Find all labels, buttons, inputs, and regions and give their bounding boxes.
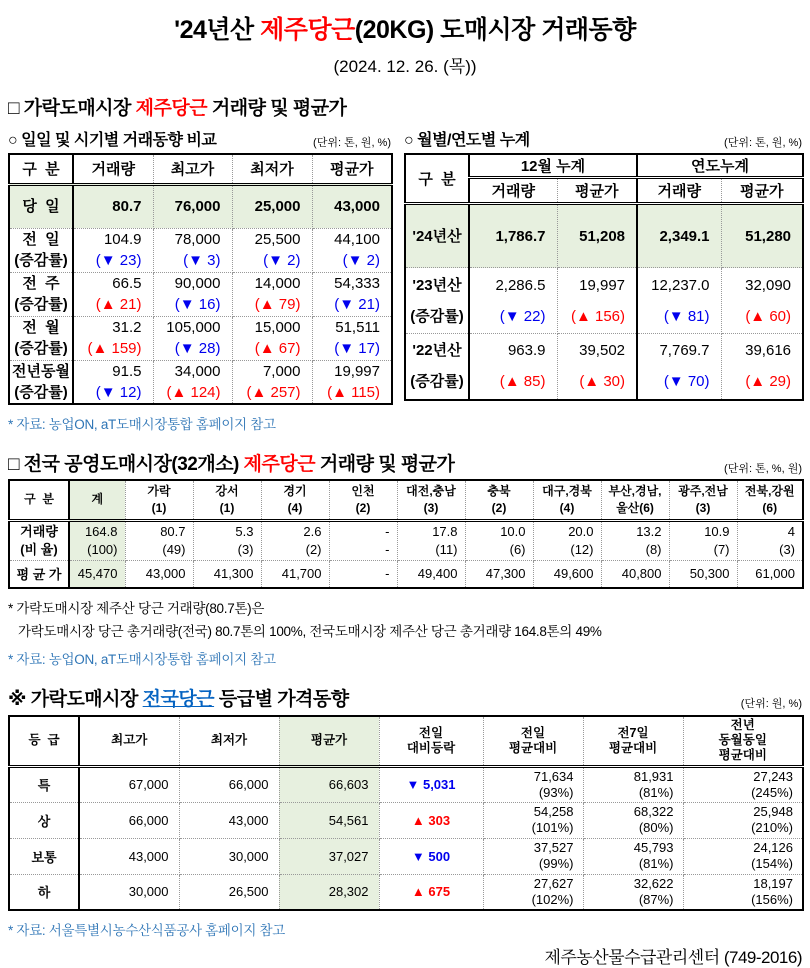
- cell: 32,622 (87%): [583, 874, 683, 910]
- cell: 71,634 (93%): [483, 766, 583, 802]
- table-row: [9, 520, 803, 560]
- table-row: [9, 802, 803, 838]
- section3-bullet-icon: ※: [8, 689, 31, 710]
- row-label: 전년동월 (증감률): [9, 360, 73, 404]
- cell: 49,400: [397, 560, 465, 588]
- column-header: 대구,경북 (4): [533, 480, 601, 520]
- cell: 43,000: [79, 838, 179, 874]
- cell: 1,786.7: [469, 204, 557, 268]
- table-header-row: [9, 154, 392, 184]
- cell: 27,243 (245%): [683, 766, 803, 802]
- cell: 41,700: [261, 560, 329, 588]
- cell: 27,627 (102%): [483, 874, 583, 910]
- cell: 26,500: [179, 874, 279, 910]
- section2-heading: [8, 449, 454, 476]
- column-header: 전북,강원 (6): [737, 480, 803, 520]
- column-header: 거래량: [73, 154, 153, 184]
- cell: 51,208: [557, 204, 637, 268]
- cell: 66.5 (▲ 21): [73, 272, 153, 316]
- column-header: 경기 (4): [261, 480, 329, 520]
- section3-unit: (단위: 원, %): [740, 698, 802, 710]
- table-header-row: [9, 480, 803, 520]
- cell: 104.9 (▼ 23): [73, 228, 153, 272]
- daily-subtitle: ○ 일일 및 시기별 거래동향 비교: [8, 132, 217, 149]
- row-label: '23년산 (증감률): [405, 268, 469, 334]
- section3-heading-prefix: 가락도매시장: [30, 689, 143, 710]
- section3-heading-row: [8, 684, 802, 711]
- cell: 47,300: [465, 560, 533, 588]
- cell: 5.3 (3): [193, 520, 261, 560]
- section3-heading: [8, 684, 349, 711]
- cell: 164.8 (100): [69, 520, 125, 560]
- cell: 39,616 (▲ 29): [721, 334, 803, 400]
- row-label: '24년산: [405, 204, 469, 268]
- column-header: 전년 동월동일 평균대비: [683, 716, 803, 766]
- cell: 80.7 (49): [125, 520, 193, 560]
- column-header: 가락 (1): [125, 480, 193, 520]
- cell: 105,000 (▼ 28): [153, 316, 232, 360]
- cell: 24,126 (154%): [683, 838, 803, 874]
- column-header: 거래량: [637, 178, 721, 204]
- cell: 40,800: [601, 560, 669, 588]
- cumulative-table: [404, 153, 804, 401]
- cell: 37,027: [279, 838, 379, 874]
- section1-bullet-icon: □: [8, 98, 24, 119]
- cell: 30,000: [179, 838, 279, 874]
- column-header: 최저가: [179, 716, 279, 766]
- column-header: 구 분: [405, 154, 469, 204]
- row-label: 전 주 (증감률): [9, 272, 73, 316]
- cell: 43,000: [312, 184, 392, 228]
- table-row: [405, 334, 803, 400]
- row-label: 하: [9, 874, 79, 910]
- section1-heading-suffix: 거래량 및 평균가: [207, 98, 347, 119]
- cell: 39,502 (▲ 30): [557, 334, 637, 400]
- cell: 25,500 (▼ 2): [232, 228, 312, 272]
- section2-unit: (단위: 톤, %, 원): [724, 463, 802, 475]
- column-header: 대전,충남 (3): [397, 480, 465, 520]
- cell: 66,603: [279, 766, 379, 802]
- daily-trend-table: [8, 153, 393, 405]
- table-row: [9, 228, 392, 272]
- cell: 66,000: [179, 766, 279, 802]
- section1-heading-prefix: 가락도매시장: [23, 98, 136, 119]
- column-header: 부산,경남, 울산(6): [601, 480, 669, 520]
- column-header: 전일 대비등락: [379, 716, 483, 766]
- row-label: 특: [9, 766, 79, 802]
- cell: 7,000 (▲ 257): [232, 360, 312, 404]
- cell: 41,300: [193, 560, 261, 588]
- table-row: [405, 268, 803, 334]
- section2-source-note: * 자료: 농업ON, aT도매시장통합 홈페이지 참고: [8, 652, 276, 667]
- column-header: 최고가: [79, 716, 179, 766]
- column-group-header: 연도누계: [637, 154, 803, 178]
- column-header: 최저가: [232, 154, 312, 184]
- section2-heading-prefix: 전국 공영도매시장(32개소): [23, 454, 244, 475]
- cell: 61,000: [737, 560, 803, 588]
- cell: 49,600: [533, 560, 601, 588]
- column-header: 충북 (2): [465, 480, 533, 520]
- cell: 37,527 (99%): [483, 838, 583, 874]
- section2-heading-highlight: 제주당근: [243, 454, 316, 475]
- row-label: 보통: [9, 838, 79, 874]
- section1-tables: [8, 126, 802, 433]
- grade-price-table: [8, 715, 804, 911]
- cell: 963.9 (▲ 85): [469, 334, 557, 400]
- table-row: [9, 560, 803, 588]
- table-header-row: [405, 154, 803, 178]
- cell: 19,997 (▲ 156): [557, 268, 637, 334]
- nationwide-markets-table: [8, 479, 804, 589]
- table-header-row: [9, 716, 803, 766]
- cell: 19,997 (▲ 115): [312, 360, 392, 404]
- column-header: 평균가: [312, 154, 392, 184]
- section1-heading: [8, 93, 802, 120]
- cell: 50,300: [669, 560, 737, 588]
- title-prefix: '24년산: [174, 16, 261, 44]
- cell: 80.7: [73, 184, 153, 228]
- cell: 2.6 (2): [261, 520, 329, 560]
- column-header: 평균가: [279, 716, 379, 766]
- cell: - -: [329, 520, 397, 560]
- cell: 2,286.5 (▼ 22): [469, 268, 557, 334]
- cumulative-unit: (단위: 톤, 원, %): [724, 137, 802, 149]
- column-header: 강서 (1): [193, 480, 261, 520]
- row-label: 상: [9, 802, 79, 838]
- cell: 15,000 (▲ 67): [232, 316, 312, 360]
- cell: 54,333 (▼ 21): [312, 272, 392, 316]
- cell: 13.2 (8): [601, 520, 669, 560]
- cell: 31.2 (▲ 159): [73, 316, 153, 360]
- column-header: 구 분: [9, 154, 73, 184]
- table-row: [9, 272, 392, 316]
- cell: 68,322 (80%): [583, 802, 683, 838]
- cell: 91.5 (▼ 12): [73, 360, 153, 404]
- section1-heading-highlight: 제주당근: [135, 98, 208, 119]
- cell: 17.8 (11): [397, 520, 465, 560]
- change-cell: ▼ 5,031: [379, 766, 483, 802]
- change-cell: ▲ 675: [379, 874, 483, 910]
- cell: 10.0 (6): [465, 520, 533, 560]
- column-header: 거래량: [469, 178, 557, 204]
- daily-subhead-row: [8, 126, 391, 150]
- row-label: 전 일 (증감률): [9, 228, 73, 272]
- cell: 78,000 (▼ 3): [153, 228, 232, 272]
- column-group-header: 12월 누계: [469, 154, 637, 178]
- cell: 66,000: [79, 802, 179, 838]
- change-cell: ▼ 500: [379, 838, 483, 874]
- table-row: [9, 184, 392, 228]
- cell: 51,511 (▼ 17): [312, 316, 392, 360]
- row-label: '22년산 (증감률): [405, 334, 469, 400]
- cell: 14,000 (▲ 79): [232, 272, 312, 316]
- section1-source-note: * 자료: 농업ON, aT도매시장통합 홈페이지 참고: [8, 417, 276, 432]
- section3-source-note: * 자료: 서울특별시농수산식품공사 홈페이지 참고: [8, 923, 286, 938]
- cell: 81,931 (81%): [583, 766, 683, 802]
- column-header: 계: [69, 480, 125, 520]
- cell: 76,000: [153, 184, 232, 228]
- cell: 4 (3): [737, 520, 803, 560]
- cumulative-subhead-row: [404, 126, 802, 150]
- row-label: 평 균 가: [9, 560, 69, 588]
- table-row: [9, 360, 392, 404]
- cell: 25,000: [232, 184, 312, 228]
- column-header: 전일 평균대비: [483, 716, 583, 766]
- cell: 44,100 (▼ 2): [312, 228, 392, 272]
- page-title: [8, 10, 802, 46]
- section2-heading-row: [8, 449, 802, 476]
- report-date: (2024. 12. 26. (목)): [333, 57, 477, 76]
- column-header: 최고가: [153, 154, 232, 184]
- section3-heading-suffix: 등급별 가격동향: [214, 689, 349, 710]
- title-highlight: 제주당근: [260, 16, 355, 44]
- cell: 43,000: [179, 802, 279, 838]
- cell: 90,000 (▼ 16): [153, 272, 232, 316]
- cell: -: [329, 560, 397, 588]
- cell: 43,000: [125, 560, 193, 588]
- column-header: 평균가: [557, 178, 637, 204]
- daily-unit: (단위: 톤, 원, %): [313, 137, 391, 149]
- table-row: [9, 838, 803, 874]
- section2-heading-suffix: 거래량 및 평균가: [315, 454, 455, 475]
- org-footer: 제주농산물수급관리센터 (749-2016): [544, 948, 802, 967]
- title-suffix: (20KG) 도매시장 거래동향: [354, 16, 636, 44]
- cell: 54,561: [279, 802, 379, 838]
- column-header: 전7일 평균대비: [583, 716, 683, 766]
- cell: 28,302: [279, 874, 379, 910]
- section2-bullet-icon: □: [8, 454, 24, 475]
- cell: 25,948 (210%): [683, 802, 803, 838]
- table-row: [9, 766, 803, 802]
- column-header: 구 분: [9, 480, 69, 520]
- section3-heading-highlight: 전국당근: [142, 689, 215, 710]
- cell: 18,197 (156%): [683, 874, 803, 910]
- table-row: [405, 204, 803, 268]
- cumulative-column: [404, 126, 802, 401]
- cell: 2,349.1: [637, 204, 721, 268]
- table-row: [9, 874, 803, 910]
- section2-note1: * 가락도매시장 제주산 당근 거래량(80.7톤)은: [8, 601, 265, 616]
- cell: 20.0 (12): [533, 520, 601, 560]
- cell: 67,000: [79, 766, 179, 802]
- row-label: 전 월 (증감률): [9, 316, 73, 360]
- cell: 34,000 (▲ 124): [153, 360, 232, 404]
- cell: 12,237.0 (▼ 81): [637, 268, 721, 334]
- cell: 32,090 (▲ 60): [721, 268, 803, 334]
- table-row: [9, 316, 392, 360]
- row-label: 거래량 (비 율): [9, 520, 69, 560]
- cell: 51,280: [721, 204, 803, 268]
- daily-column: [8, 126, 391, 433]
- column-header: 등 급: [9, 716, 79, 766]
- column-header: 인천 (2): [329, 480, 397, 520]
- column-header: 광주,전남 (3): [669, 480, 737, 520]
- cumulative-subtitle: ○ 월별/연도별 누계: [404, 132, 530, 149]
- cell: 30,000: [79, 874, 179, 910]
- cell: 10.9 (7): [669, 520, 737, 560]
- cell: 54,258 (101%): [483, 802, 583, 838]
- section2-note2: 가락도매시장 당근 총거래량(전국) 80.7톤의 100%, 전국도매시장 제주산 당근 총거래량 164.8톤의 49%: [18, 624, 602, 639]
- cell: 45,793 (81%): [583, 838, 683, 874]
- row-label: 당 일: [9, 184, 73, 228]
- cell: 45,470: [69, 560, 125, 588]
- column-header: 평균가: [721, 178, 803, 204]
- cell: 7,769.7 (▼ 70): [637, 334, 721, 400]
- change-cell: ▲ 303: [379, 802, 483, 838]
